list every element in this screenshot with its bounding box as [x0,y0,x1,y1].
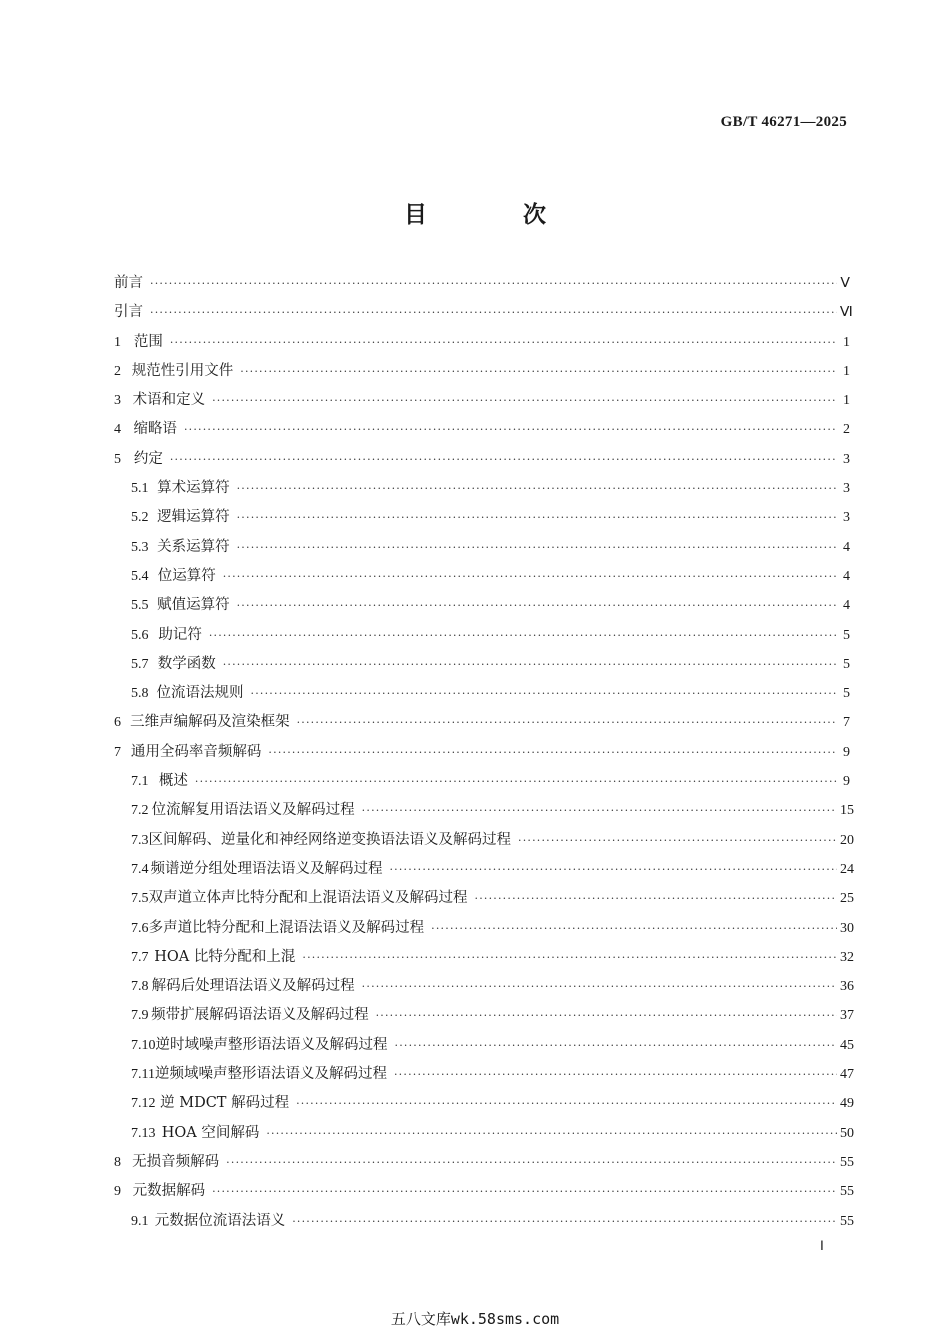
toc-entry[interactable] [114,593,850,622]
toc-leader-dots [297,716,837,729]
toc-entry[interactable] [114,271,850,300]
toc-entry-number: 5.2 [131,510,149,526]
toc-entry-page: 9 [843,774,850,790]
toc-entry-number: 7.4 [131,861,149,877]
toc-entry[interactable] [114,652,850,681]
toc-entry-label: 位流语法规则 [156,685,244,702]
toc-entry-page: 1 [843,334,850,350]
toc-entry-label: 术语和定义 [132,392,206,409]
toc-entry-page: 24 [840,861,854,877]
toc-leader-dots [394,1068,837,1081]
toc-entry-number: 4 [114,422,121,438]
toc-leader-dots [376,1009,837,1022]
toc-entry[interactable] [114,681,850,710]
toc-leader-dots [266,1127,837,1140]
toc-entry-page: 30 [840,920,854,936]
toc-entry-label: 解码后处理语法语义及解码过程 [151,978,355,995]
page-number: Ⅰ [820,1238,824,1253]
toc-leader-dots [518,834,837,847]
toc-entry[interactable] [114,359,850,388]
toc-entry-page: 25 [840,891,854,907]
toc-entry-label: 元数据位流语法语义 [154,1212,286,1229]
toc-entry[interactable] [114,417,850,446]
toc-leader-dots [240,365,837,378]
toc-entry-number: 7.12 [131,1096,156,1112]
toc-entry-label: 频带扩展解码语法语义及解码过程 [151,1007,369,1024]
toc-entry-number: 5.1 [131,481,149,497]
toc-entry-page: 36 [840,979,854,995]
toc-entry[interactable] [114,974,854,1003]
toc-entry[interactable] [114,886,854,915]
toc-entry-label: HOA 比特分配和上混 [154,948,296,965]
toc-entry-page: 1 [843,393,850,409]
toc-entry-number: 9 [114,1184,121,1200]
toc-entry-label: 规范性引用文件 [131,362,234,379]
toc-entry-page: 4 [843,539,850,555]
toc-leader-dots [212,394,837,407]
toc-leader-dots [223,570,837,583]
toc-entry[interactable] [114,330,850,359]
toc-entry-number: 5.6 [131,627,149,643]
toc-entry-page: 5 [843,627,850,643]
toc-entry-label: 缩略语 [133,421,177,438]
toc-entry-page: Ⅴ [840,276,850,291]
toc-entry-label: 逆 MDCT 解码过程 [160,1095,290,1112]
toc-leader-dots [296,1097,837,1110]
toc-entry-number: 5.4 [131,568,149,584]
toc-entry-page: 3 [843,510,850,526]
toc-entry-page: 55 [839,1184,854,1200]
toc-entry-number: 9.1 [131,1213,149,1229]
toc-entry-label: 逻辑运算符 [157,509,230,526]
toc-entry[interactable] [114,740,850,769]
toc-entry[interactable] [114,535,850,564]
toc-entry-label: 区间解码、逆量化和神经网络逆变换语法语义及解码过程 [148,831,511,848]
toc-entry-page: 37 [840,1008,854,1024]
toc-entry[interactable] [114,1091,854,1120]
toc-entry[interactable] [114,916,854,945]
toc-leader-dots [292,1215,837,1228]
toc-title: 目 次 [403,202,590,228]
footer-watermark: 五八文库wk.58sms.com [390,1310,560,1328]
toc-entry[interactable] [114,1150,854,1179]
toc-leader-dots [170,453,837,466]
toc-entry-number: 7.5 [131,891,149,907]
toc-entry[interactable] [114,564,850,593]
toc-entry-page: 5 [843,686,850,702]
toc-entry[interactable] [114,857,854,886]
toc-entry-label: 数学函数 [157,655,216,672]
toc-leader-dots [150,306,837,319]
toc-leader-dots [237,482,837,495]
toc-entry-number: 7.2 [131,803,149,819]
toc-entry-page: 47 [840,1067,854,1083]
toc-entry-number: 7.6 [131,920,149,936]
toc-entry-label: 元数据解码 [132,1183,206,1200]
toc-entry-label: 助记符 [158,626,202,643]
toc-entry-label: 通用全码率音频解码 [130,743,262,760]
toc-entry[interactable] [114,476,850,505]
toc-entry-page: 50 [840,1125,854,1141]
toc-entry-page: 20 [840,832,854,848]
toc-entry[interactable] [114,505,850,534]
toc-entry-label: HOA 空间解码 [161,1124,260,1141]
toc-entry-number: 8 [114,1154,121,1170]
toc-entry-number: 7 [114,744,121,760]
toc-entry-number: 2 [114,363,121,379]
toc-entry-label: 三维声编解码及渲染框架 [130,714,290,731]
toc-leader-dots [268,746,837,759]
toc-entry[interactable] [114,1062,854,1091]
toc-entry-label: 引言 [114,304,143,321]
toc-entry[interactable] [114,623,850,652]
toc-entry-number: 7.8 [131,979,149,995]
toc-entry-label: 范围 [133,333,163,350]
toc-entry-label: 频谱逆分组处理语法语义及解码过程 [150,860,383,877]
toc-entry[interactable] [114,945,854,974]
toc-entry-label: 关系运算符 [157,538,230,555]
toc-entry-number: 7.13 [131,1125,156,1141]
toc-entry[interactable] [114,828,854,857]
toc-entry[interactable] [114,300,853,329]
toc-entry-label: 位流解复用语法语义及解码过程 [151,802,355,819]
toc-entry-page: 55 [840,1154,854,1170]
toc-entry-label: 赋值运算符 [157,597,230,614]
toc-entry-label: 双声道立体声比特分配和上混语法语义及解码过程 [148,890,468,907]
toc-entry-page: Ⅵ [839,305,853,321]
toc-leader-dots [389,863,837,876]
toc-leader-dots [431,922,837,935]
toc-entry-label: 逆频域噪声整形语法语义及解码过程 [154,1066,387,1083]
toc-leader-dots [251,687,837,700]
toc-entry-page: 3 [843,451,850,467]
toc-entry-label: 位运算符 [157,567,216,584]
toc-entry-number: 7.11 [131,1067,155,1083]
toc-entry[interactable] [114,447,850,476]
toc-leader-dots [395,1039,838,1052]
toc-entry-number: 6 [114,715,121,731]
toc-entry[interactable] [114,1209,854,1238]
toc-entry-page: 32 [840,949,854,965]
standard-code: GB/T 46271—2025 [720,114,847,130]
toc-entry-number: 5.3 [131,539,149,555]
toc-entry-label: 算术运算符 [157,480,230,497]
toc-entry[interactable] [114,1003,854,1032]
toc-entry-page: 4 [843,598,850,614]
toc-entry-page: 55 [840,1213,854,1229]
toc-entry-page: 15 [840,803,854,819]
toc-entry[interactable] [114,1179,854,1208]
toc-entry-label: 前言 [114,275,143,291]
toc-entry-page: 49 [840,1096,854,1112]
toc-entry-number: 5 [114,451,121,467]
toc-entry-label: 无损音频解码 [132,1153,220,1170]
toc-entry-page: 3 [843,481,850,497]
toc-entry-number: 7.7 [131,949,149,965]
toc-entry[interactable] [114,1121,854,1150]
toc-leader-dots [362,980,837,993]
toc-leader-dots [302,951,837,964]
toc-entry-number: 7.10 [131,1037,156,1053]
toc-leader-dots [237,541,837,554]
toc-entry-label: 多声道比特分配和上混语法语义及解码过程 [148,919,425,936]
toc-entry[interactable] [114,798,854,827]
toc-leader-dots [184,423,837,436]
toc-leader-dots [237,511,837,524]
toc-entry-page: 2 [843,422,850,438]
toc-entry-number: 5.7 [131,656,149,672]
toc-entry-number: 7.1 [131,774,149,790]
toc-entry[interactable] [114,769,850,798]
table-of-contents [114,271,854,1238]
toc-leader-dots [226,1156,837,1169]
toc-leader-dots [237,599,837,612]
toc-entry-page: 7 [843,715,850,731]
toc-entry-number: 5.8 [131,686,149,702]
toc-leader-dots [212,1185,837,1198]
toc-entry-number: 7.9 [131,1008,149,1024]
toc-leader-dots [475,892,838,905]
toc-entry[interactable] [114,388,850,417]
toc-entry-label: 约定 [133,450,163,467]
toc-entry-number: 5.5 [131,598,149,614]
toc-leader-dots [209,629,837,642]
toc-entry-label: 逆时域噪声整形语法语义及解码过程 [155,1036,388,1053]
toc-leader-dots [362,804,837,817]
toc-entry-label: 概述 [158,773,188,790]
toc-leader-dots [195,775,837,788]
toc-leader-dots [150,277,837,290]
toc-entry-page: 5 [843,656,850,672]
toc-leader-dots [223,658,837,671]
toc-entry-page: 45 [840,1037,854,1053]
toc-entry-page: 9 [843,744,850,760]
toc-leader-dots [170,336,837,349]
toc-entry-number: 1 [114,334,121,350]
toc-entry-page: 4 [843,568,850,584]
toc-entry-number: 3 [114,393,121,409]
toc-entry[interactable] [114,1033,854,1062]
toc-entry[interactable] [114,710,850,739]
toc-entry-number: 7.3 [131,832,149,848]
toc-entry-page: 1 [843,363,850,379]
